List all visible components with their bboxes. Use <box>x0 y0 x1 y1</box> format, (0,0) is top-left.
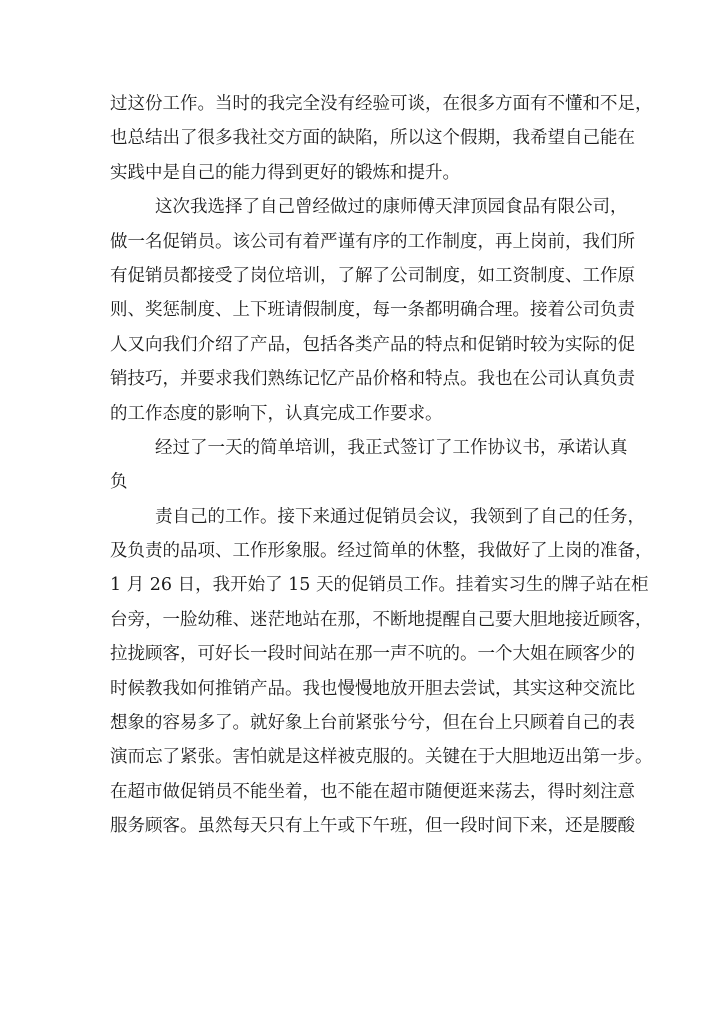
text-line: 的工作态度的影响下，认真完成工作要求。 <box>110 403 443 424</box>
text-line: 负 <box>110 472 128 493</box>
text-line: 及负责的品项、工作形象服。经过简单的休整，我做好了上岗的准备， <box>110 541 653 562</box>
text-line: 台旁，一脸幼稚、迷茫地站在那，不断地提醒自己要大胆地接近顾客， <box>110 609 653 630</box>
text-line: 拉拢顾客，可好长一段时间站在那一声不吭的。一个大姐在顾客少的 <box>110 644 635 665</box>
text-line: 演而忘了紧张。害怕就是这样被克服的。关键在于大胆地迈出第一步。 <box>110 747 653 768</box>
text-line: 经过了一天的简单培训，我正式签订了工作协议书，承诺认真 <box>155 437 628 458</box>
text-line: 1 月 26 日，我开始了 15 天的促销员工作。挂着实习生的牌子站在柜 <box>110 575 649 596</box>
text-line: 有促销员都接受了岗位培训，了解了公司制度，如工资制度、工作原 <box>110 265 635 286</box>
text-line: 想象的容易多了。就好象上台前紧张兮兮，但在台上只顾着自己的表 <box>110 713 635 734</box>
text-line: 在超市做促销员不能坐着，也不能在超市随便逛来荡去，得时刻注意 <box>110 781 635 802</box>
text-line: 人又向我们介绍了产品，包括各类产品的特点和促销时较为实际的促 <box>110 334 635 355</box>
text-line: 也总结出了很多我社交方面的缺陷，所以这个假期，我希望自己能在 <box>110 128 635 149</box>
text-line: 则、奖惩制度、上下班请假制度，每一条都明确合理。接着公司负责 <box>110 300 635 321</box>
text-line: 时候教我如何推销产品。我也慢慢地放开胆去尝试，其实这种交流比 <box>110 678 635 699</box>
text-line: 过这份工作。当时的我完全没有经验可谈，在很多方面有不懂和不足， <box>110 94 653 114</box>
document-body <box>110 87 653 844</box>
text-line: 做一名促销员。该公司有着严谨有序的工作制度，再上岗前，我们所 <box>110 231 635 252</box>
text-line: 销技巧，并要求我们熟练记忆产品价格和特点。我也在公司认真负责 <box>110 369 635 390</box>
text-line: 责自己的工作。接下来通过促销员会议，我领到了自己的任务， <box>155 506 645 527</box>
text-line: 实践中是自己的能力得到更好的锻炼和提升。 <box>110 162 460 183</box>
text-line: 服务顾客。虽然每天只有上午或下午班，但一段时间下来，还是腰酸 <box>110 816 635 837</box>
text-line: 这次我选择了自己曾经做过的康师傅天津顶园食品有限公司， <box>155 197 628 218</box>
